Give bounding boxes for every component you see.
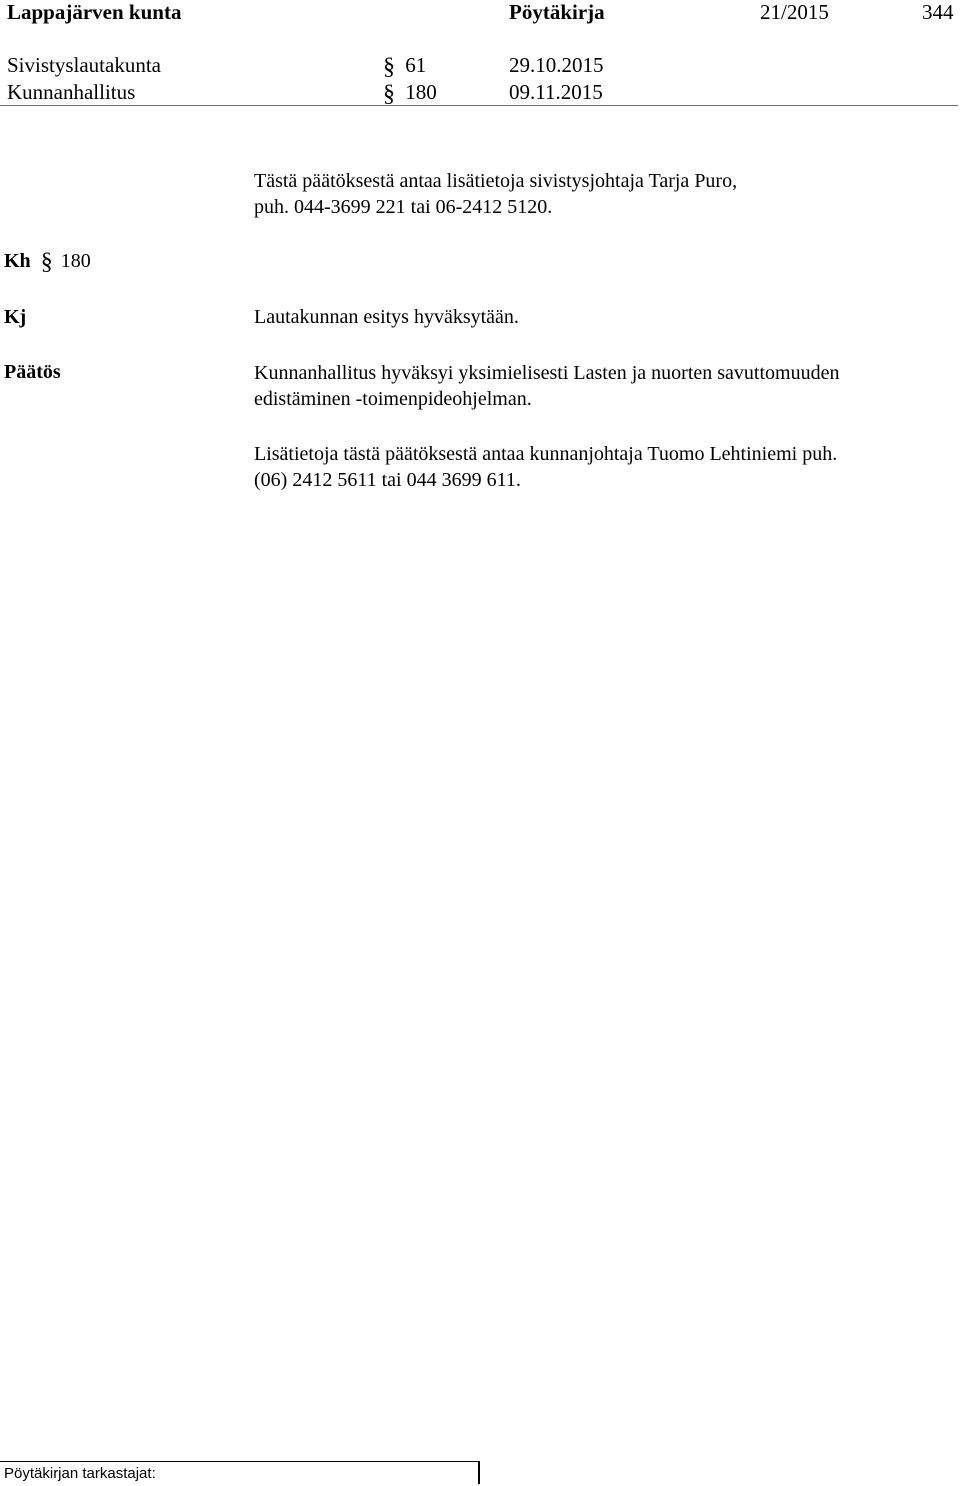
decision-text-line: Kunnanhallitus hyväksyi yksimielisesti Lasten ja nuorten savuttomuuden [254,362,840,384]
section-number: 61 [405,53,427,77]
section-sign-icon: § [383,81,395,107]
section-reference [382,79,437,108]
reviewers-box [0,1461,480,1484]
kj-text: Lautakunnan esitys hyväksytään. [254,306,519,328]
decision-text-line: edistäminen -toimenpideohjelman. [254,388,532,410]
kh-label: Kh [4,250,31,272]
header-divider [0,105,958,106]
contact-text-line: Lisätietoja tästä päätöksestä antaa kunnanjohtaja Tuomo Lehtiniemi puh. [254,443,838,465]
meeting-body: Kunnanhallitus [7,80,136,104]
kj-label: Kj [4,306,27,328]
info-paragraph-line: Tästä päätöksestä antaa lisätietoja sivistysjohtaja Tarja Puro, [254,170,738,192]
meeting-body: Sivistyslautakunta [7,53,161,77]
section-sign-icon: § [383,54,395,80]
section-number: 180 [405,80,437,104]
meeting-date: 09.11.2015 [509,80,603,104]
kh-section-heading [4,248,91,275]
issue-number: 21/2015 [760,0,829,24]
section-sign-icon: § [40,249,53,275]
kh-section-number: 180 [60,250,91,272]
contact-text-line: (06) 2412 5611 tai 044 3699 611. [254,469,521,491]
page-number: 344 [922,0,954,24]
paatos-label: Päätös [4,361,61,383]
info-paragraph-line: puh. 044-3699 221 tai 06-2412 5120. [254,196,553,218]
document-type: Pöytäkirja [509,0,605,24]
section-reference [382,52,426,81]
organization-name: Lappajärven kunta [7,0,182,24]
reviewers-label: Pöytäkirjan tarkastajat: [4,1465,156,1482]
meeting-date: 29.10.2015 [509,53,604,77]
